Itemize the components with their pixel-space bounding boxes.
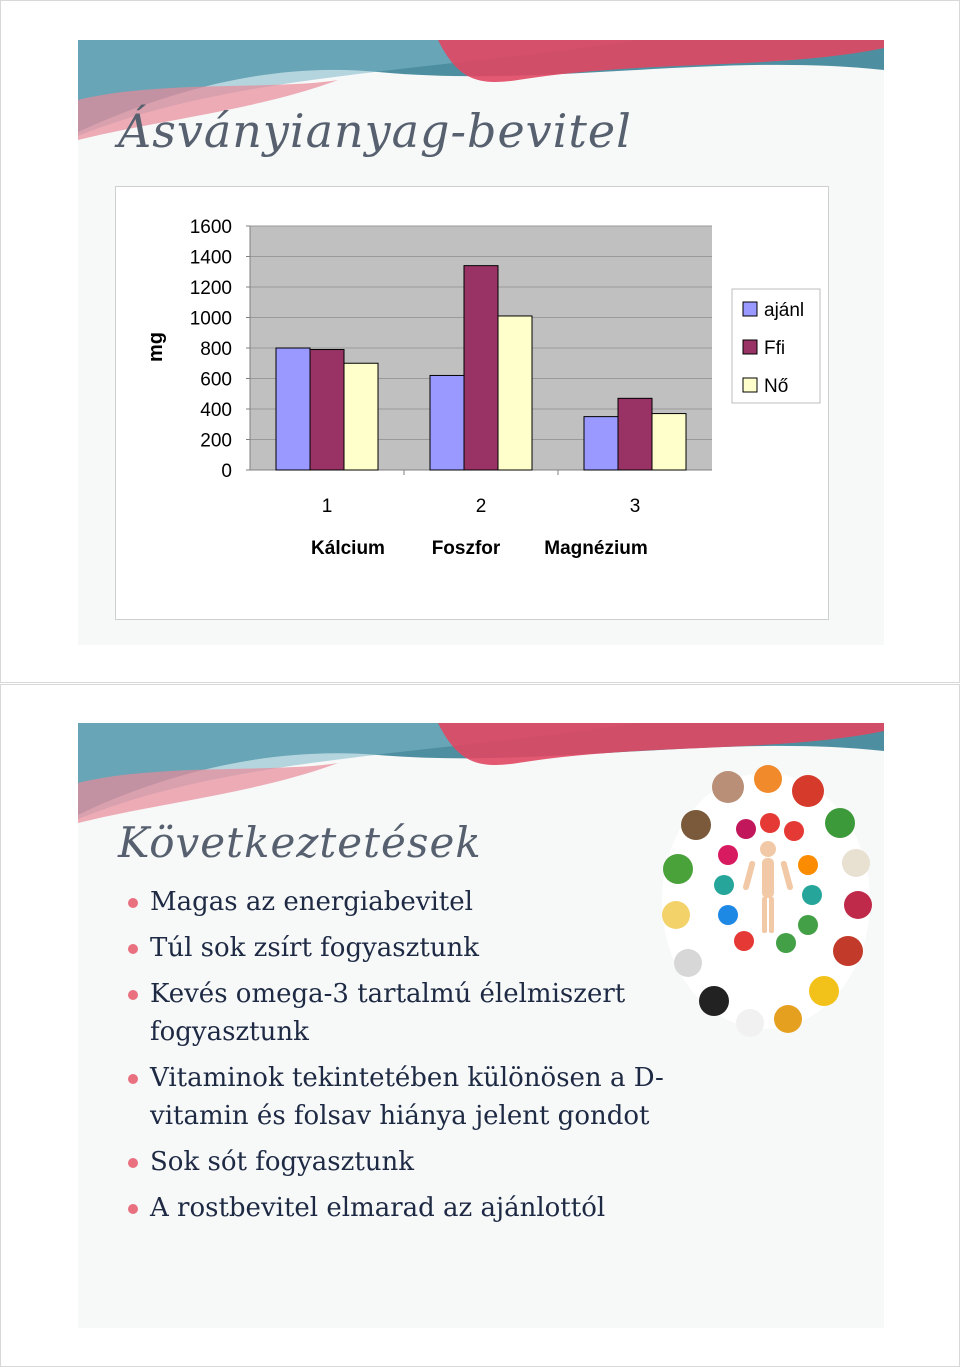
y-tick-label: 600	[200, 369, 232, 391]
x-tick-label: 1	[321, 496, 333, 517]
slide-title: Következtetések	[118, 818, 482, 867]
bar-Nő-Magnézium	[652, 414, 686, 470]
x-tick-label: 3	[629, 496, 641, 517]
y-tick-label: 1000	[189, 308, 232, 330]
slide-title: Ásványianyag-bevitel	[118, 104, 632, 158]
category-labels	[311, 538, 648, 559]
list-item: Magas az energiabevitel	[128, 883, 748, 921]
y-tick-label: 200	[200, 430, 232, 452]
y-tick-label: 0	[221, 461, 232, 482]
bar-ajánl-Magnézium	[584, 417, 618, 470]
legend-label: Nő	[764, 376, 789, 397]
y-tick-label: 400	[200, 400, 232, 421]
legend-swatch	[743, 340, 757, 354]
x-tick-label: 2	[475, 496, 487, 517]
bar-Ffi-Kálcium	[310, 350, 344, 470]
slide-conclusions	[78, 723, 884, 1328]
x-axis-ticks	[322, 470, 641, 517]
legend-label: Ffi	[764, 338, 786, 359]
bar-Nő-Kálcium	[344, 363, 378, 470]
category-label: Magnézium	[544, 538, 648, 559]
y-axis-label: mg	[145, 332, 167, 362]
slide-mineral-intake	[78, 40, 884, 645]
bar-ajánl-Kálcium	[276, 348, 310, 470]
category-label: Kálcium	[311, 538, 385, 559]
legend-label: ajánl	[764, 300, 805, 321]
legend-swatch	[743, 302, 757, 316]
legend	[732, 289, 820, 403]
list-item: Kevés omega-3 tartalmú élelmiszert fogyasztunk	[128, 975, 748, 1051]
legend-swatch	[743, 378, 757, 392]
bar-Ffi-Magnézium	[618, 398, 652, 470]
bar-ajánl-Foszfor	[430, 375, 464, 470]
category-label: Foszfor	[431, 538, 501, 559]
bar-Nő-Foszfor	[498, 316, 532, 470]
page-2	[0, 684, 960, 1367]
y-tick-label: 1600	[189, 217, 232, 238]
page-1	[0, 0, 960, 683]
conclusions-list	[128, 883, 748, 1235]
y-tick-label: 1400	[189, 247, 232, 269]
list-item: Vitaminok tekintetében különösen a D-vitamin és folsav hiánya jelent gondot	[128, 1059, 748, 1135]
list-item: A rostbevitel elmarad az ajánlottól	[128, 1189, 748, 1227]
bar-chart-svg	[116, 187, 828, 619]
y-tick-label: 800	[200, 339, 232, 360]
bar-chart	[115, 186, 829, 620]
list-item: Túl sok zsírt fogyasztunk	[128, 929, 748, 967]
list-item: Sok sót fogyasztunk	[128, 1143, 748, 1181]
bar-Ffi-Foszfor	[464, 266, 498, 470]
y-tick-label: 1200	[189, 278, 232, 299]
